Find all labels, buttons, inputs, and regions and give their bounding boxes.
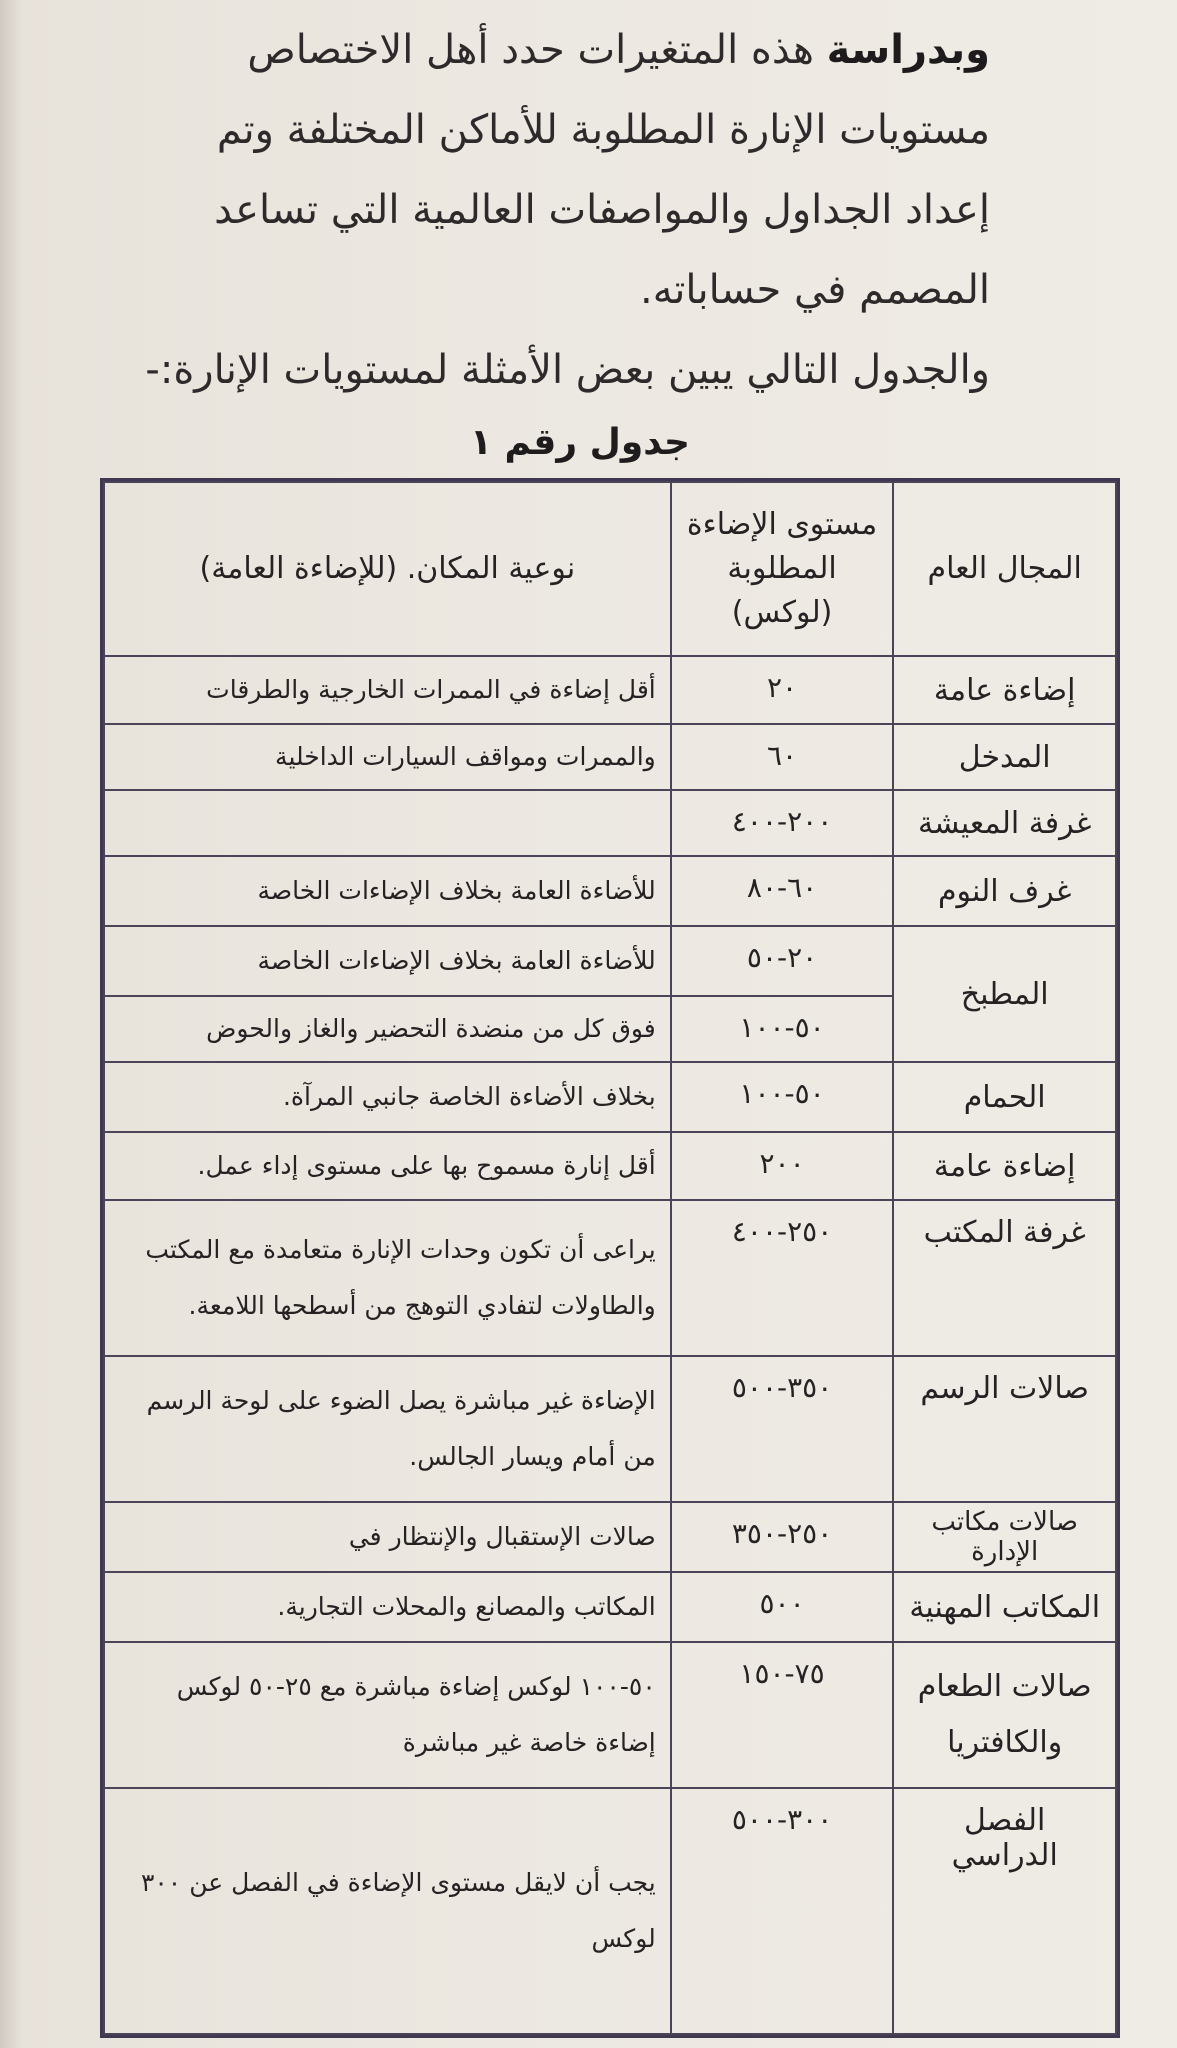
table-row	[104, 724, 1116, 790]
lux-cell: ٦٠	[671, 724, 894, 790]
table-header-row	[104, 482, 1116, 656]
table-title: جدول رقم ١	[470, 422, 690, 463]
paragraph-line-5: والجدول التالي يبين بعض الأمثلة لمستويات الإنارة:-	[145, 347, 990, 393]
field-cell: صالات الرسم	[893, 1356, 1116, 1502]
field-cell: الحمام	[893, 1062, 1116, 1132]
table-row	[104, 1502, 1116, 1572]
table-row	[104, 1356, 1116, 1502]
table-row	[104, 1132, 1116, 1200]
field-cell: المدخل	[893, 724, 1116, 790]
header-lux: مستوى الإضاءة المطلوبة (لوكس)	[671, 482, 894, 656]
table-row	[104, 1642, 1116, 1788]
paragraph-line-2: مستويات الإنارة المطلوبة للأماكن المختلفة وتم	[216, 107, 990, 153]
table-row	[104, 1572, 1116, 1642]
field-cell: إضاءة عامة	[893, 1132, 1116, 1200]
lux-cell: ٢٠-٥٠	[671, 926, 894, 996]
description-cell: للأضاءة العامة بخلاف الإضاءات الخاصة	[104, 926, 671, 996]
table-row	[104, 1200, 1116, 1356]
description-cell: بخلاف الأضاءة الخاصة جانبي المرآة.	[104, 1062, 671, 1132]
lux-cell: ٢٠٠	[671, 1132, 894, 1200]
description-cell: ٥٠-١٠٠ لوكس إضاءة مباشرة مع ٢٥-٥٠ لوكس إضاءة خاصة غير مباشرة	[104, 1642, 671, 1788]
lux-cell: ٢٠	[671, 656, 894, 724]
description-cell	[104, 790, 671, 856]
field-cell: صالات مكاتب الإدارة	[893, 1502, 1116, 1572]
field-cell: صالات الطعام والكافتريا	[893, 1642, 1116, 1788]
description-cell: يراعى أن تكون وحدات الإنارة متعامدة مع المكتب والطاولات لتفادي التوهج من أسطحها اللامعة.	[104, 1200, 671, 1356]
lux-cell: ٢٥٠-٤٠٠	[671, 1200, 894, 1356]
paragraph-lead-word: وبدراسة	[826, 27, 990, 73]
lux-cell: ٢٠٠-٤٠٠	[671, 790, 894, 856]
description-cell: صالات الإستقبال والإنتظار في	[104, 1502, 671, 1572]
table-row	[104, 926, 1116, 996]
lux-cell: ٥٠-١٠٠	[671, 1062, 894, 1132]
field-cell: غرفة المعيشة	[893, 790, 1116, 856]
description-cell: فوق كل من منضدة التحضير والغاز والحوض	[104, 996, 671, 1062]
table-row	[104, 656, 1116, 724]
field-cell: غرفة المكتب	[893, 1200, 1116, 1356]
paragraph-line-3: إعداد الجداول والمواصفات العالمية التي تساعد	[214, 187, 990, 233]
description-cell: والممرات ومواقف السيارات الداخلية	[104, 724, 671, 790]
lux-cell: ٥٠٠	[671, 1572, 894, 1642]
lux-cell: ٣٠٠-٥٠٠	[671, 1788, 894, 2034]
lux-cell: ٥٠-١٠٠	[671, 996, 894, 1062]
lux-cell: ٣٥٠-٥٠٠	[671, 1356, 894, 1502]
description-cell: المكاتب والمصانع والمحلات التجارية.	[104, 1572, 671, 1642]
description-cell: أقل إضاءة في الممرات الخارجية والطرقات	[104, 656, 671, 724]
table-row	[104, 856, 1116, 926]
table-row	[104, 1788, 1116, 2034]
description-cell: الإضاءة غير مباشرة يصل الضوء على لوحة الرسم من أمام ويسار الجالس.	[104, 1356, 671, 1502]
description-cell: يجب أن لايقل مستوى الإضاءة في الفصل عن ٣٠٠ لوكس	[104, 1788, 671, 2034]
field-cell: غرف النوم	[893, 856, 1116, 926]
page-edge-shadow	[0, 0, 22, 2048]
paragraph-line-1-text: هذه المتغيرات حدد أهل الاختصاص	[247, 27, 814, 73]
description-cell: للأضاءة العامة بخلاف الإضاءات الخاصة	[104, 856, 671, 926]
lux-cell: ٦٠-٨٠	[671, 856, 894, 926]
lux-cell: ٢٥٠-٣٥٠	[671, 1502, 894, 1572]
paragraph-line-1	[160, 10, 990, 90]
field-cell: إضاءة عامة	[893, 656, 1116, 724]
description-cell: أقل إنارة مسموح بها على مستوى إداء عمل.	[104, 1132, 671, 1200]
header-description: نوعية المكان. (للإضاءة العامة)	[104, 482, 671, 656]
lighting-levels-table	[100, 478, 1120, 2038]
field-cell: المكاتب المهنية	[893, 1572, 1116, 1642]
intro-paragraph	[145, 10, 990, 410]
table-row	[104, 1062, 1116, 1132]
field-cell: المطبخ	[893, 926, 1116, 1062]
table-row	[104, 790, 1116, 856]
paragraph-line-4: المصمم في حساباته.	[640, 267, 990, 313]
lux-cell: ٧٥-١٥٠	[671, 1642, 894, 1788]
field-cell: الفصل الدراسي	[893, 1788, 1116, 2034]
header-field: المجال العام	[893, 482, 1116, 656]
